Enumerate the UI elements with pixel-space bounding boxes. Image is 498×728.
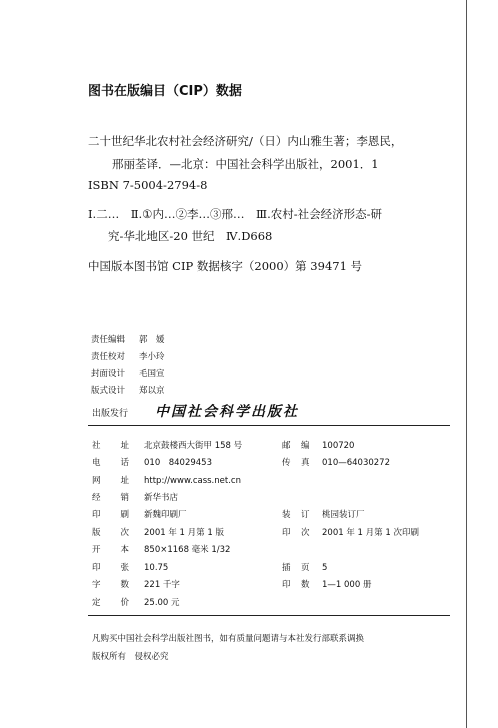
info-zip	[282, 439, 354, 451]
info-label: 经 销	[92, 493, 131, 503]
info-label: 电 话	[92, 458, 131, 468]
credit-label: 封面设计	[91, 369, 126, 379]
cip-classification-line-2: 究-华北地区-20 世纪 Ⅳ.D668	[108, 229, 273, 243]
info-value: 桃园装订厂	[322, 510, 365, 520]
footer-copyright: 版权所有 侵权必究	[92, 652, 169, 662]
info-value: 新华书店	[144, 493, 179, 503]
info-fax	[282, 456, 390, 468]
info-value: 221 千字	[144, 580, 180, 590]
info-value: 10.75	[144, 563, 169, 573]
cip-title-line: 二十世纪华北农村社会经济研究/（日）内山雅生著；李恩民，	[88, 134, 403, 148]
info-value: 新魏印刷厂	[144, 510, 187, 520]
credit-layout-design	[91, 384, 165, 396]
info-impression	[282, 526, 419, 538]
cip-translator-line: 邢丽荃译．—北京：中国社会科学出版社，2001．1	[112, 157, 379, 171]
info-value: 010—64030272	[322, 458, 390, 468]
credit-editor	[91, 333, 165, 345]
credit-label: 责任编辑	[91, 335, 126, 345]
info-label: 传 真	[282, 458, 311, 468]
info-value: 25.00 元	[144, 598, 180, 608]
cip-core-data: 中国版本图书馆 CIP 数据核字（2000）第 39471 号	[88, 259, 363, 273]
info-label: 网 址	[92, 476, 131, 486]
info-label: 装 订	[282, 510, 311, 520]
credit-value: 毛国宣	[139, 369, 165, 379]
publisher-name: 中国社会科学出版社	[155, 404, 299, 420]
credit-label: 责任校对	[91, 352, 126, 362]
divider-bottom	[88, 615, 450, 616]
credit-value: 郑以京	[139, 386, 165, 396]
info-value: 100720	[322, 441, 355, 451]
info-label: 社 址	[92, 441, 131, 451]
footer-notice: 凡购买中国社会科学出版社图书，如有质量问题请与本社发行部联系调换	[92, 634, 365, 644]
publisher-label: 出版发行	[92, 409, 129, 419]
info-printer	[92, 508, 187, 520]
info-label: 定 价	[92, 598, 131, 608]
info-value: 2001 年 1 月第 1 版	[144, 528, 224, 538]
info-value: 1—1 000 册	[322, 580, 372, 590]
credit-label: 版式设计	[91, 386, 126, 396]
info-tel	[92, 456, 212, 468]
cip-title: 图书在版编目（CIP）数据	[88, 84, 242, 99]
info-label: 印 数	[282, 580, 311, 590]
info-value: 5	[322, 563, 328, 573]
info-value: http://www.cass.net.cn	[144, 476, 241, 486]
credit-value: 李小玲	[139, 352, 165, 362]
info-label: 印 次	[282, 528, 311, 538]
info-value: 010 84029453	[144, 458, 212, 468]
info-value: 850×1168 毫米 1/32	[144, 545, 231, 555]
info-edition	[92, 526, 224, 538]
cip-classification-line: Ⅰ.二… Ⅱ.①内…②李…③邢… Ⅲ.农村-社会经济形态-研	[88, 207, 382, 221]
divider-top	[88, 425, 450, 426]
info-label: 字 数	[92, 580, 131, 590]
info-print-run	[282, 578, 371, 590]
info-value: 北京鼓楼西大街甲 158 号	[144, 441, 243, 451]
page-edge-line	[466, 0, 467, 728]
info-plates	[282, 561, 327, 573]
info-value: 2001 年 1 月第 1 次印刷	[322, 528, 419, 538]
info-distributor	[92, 491, 178, 503]
credit-proofreader	[91, 350, 165, 362]
info-sheets	[92, 561, 168, 573]
info-binder	[282, 508, 365, 520]
info-label: 邮 编	[282, 441, 311, 451]
info-label: 印 刷	[92, 510, 131, 520]
info-website	[92, 474, 241, 486]
info-label: 版 次	[92, 528, 131, 538]
info-label: 开 本	[92, 545, 131, 555]
info-format	[92, 543, 230, 555]
info-price	[92, 596, 180, 608]
info-address	[92, 439, 242, 451]
info-label: 插 页	[282, 563, 311, 573]
cip-isbn: ISBN 7-5004-2794-8	[88, 178, 208, 192]
credit-value: 郭 媛	[139, 335, 165, 345]
credit-cover-design	[91, 367, 165, 379]
info-label: 印 张	[92, 563, 131, 573]
info-word-count	[92, 578, 180, 590]
